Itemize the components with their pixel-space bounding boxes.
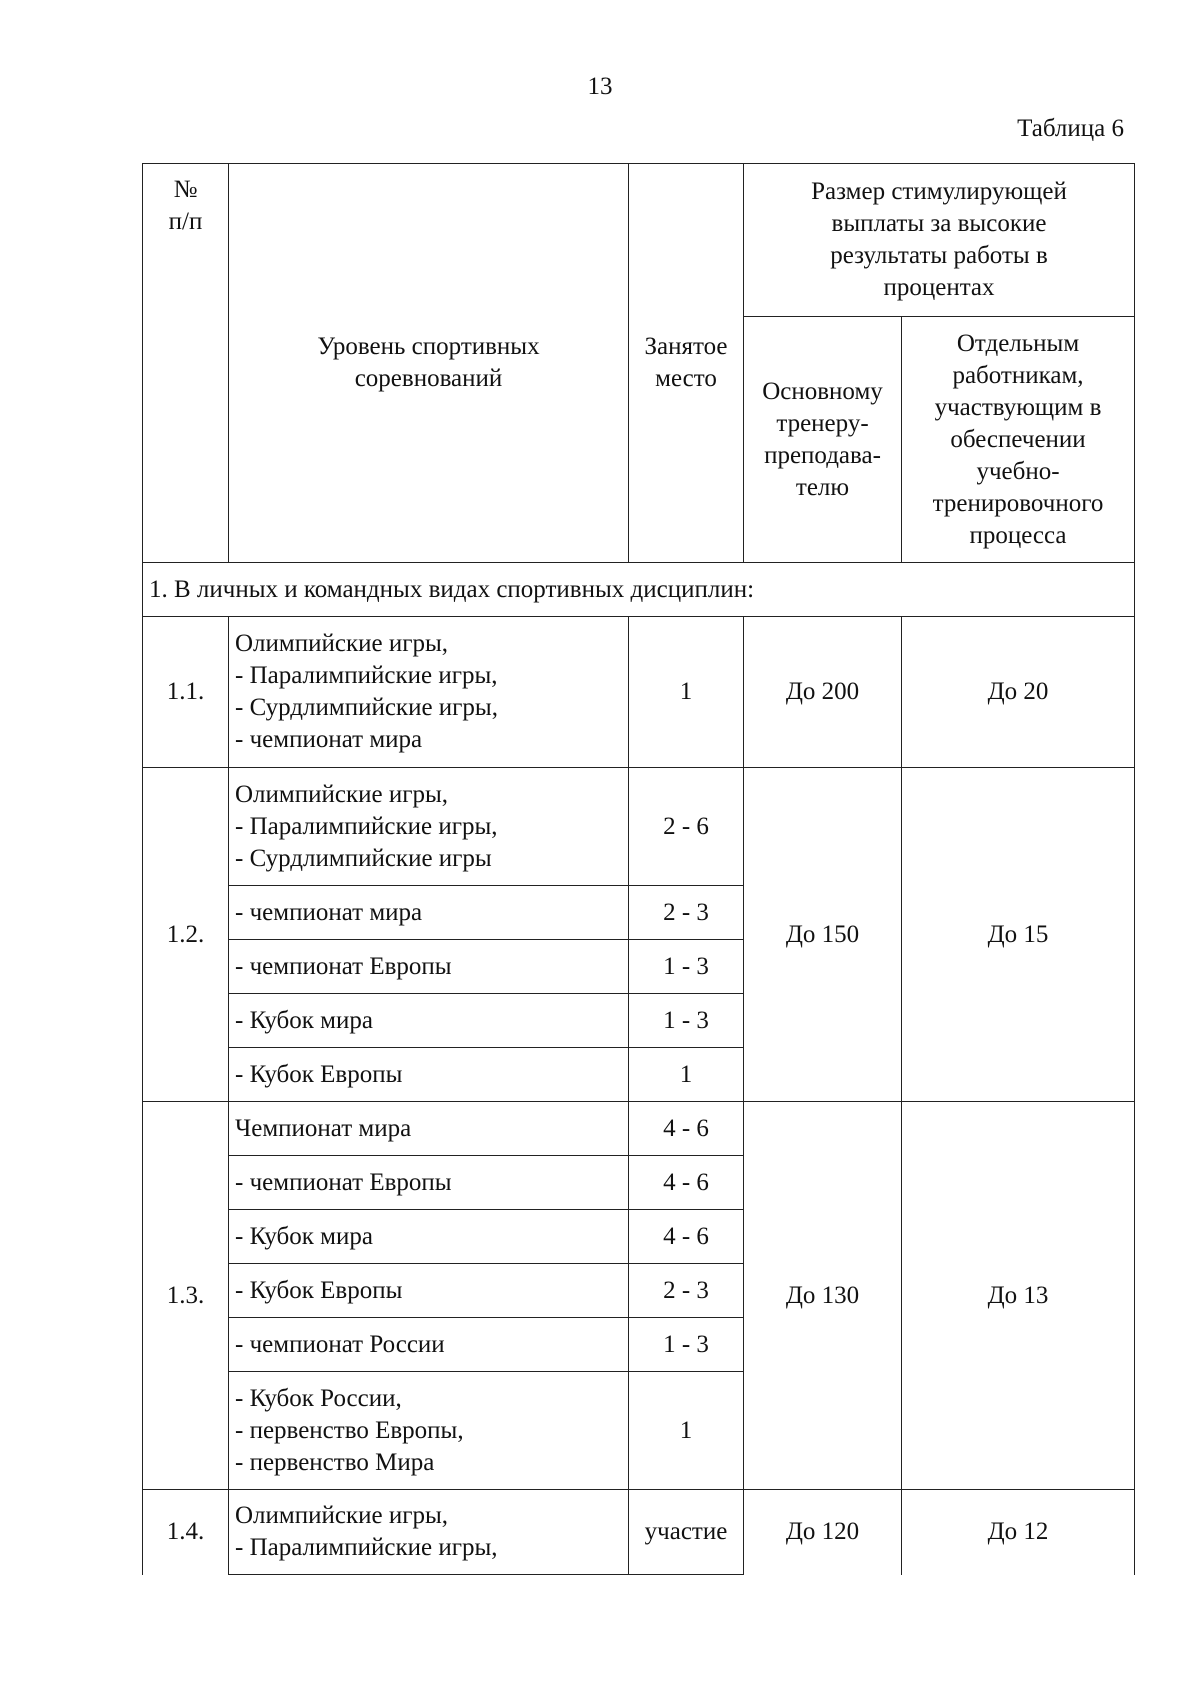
place-cell: 1 - 3: [629, 1318, 744, 1372]
place-cell: 2 - 6: [629, 768, 744, 886]
place-cell: 2 - 3: [629, 886, 744, 940]
place-cell: участие: [629, 1490, 744, 1575]
row-number: 1.3.: [143, 1102, 229, 1490]
competition-level: - чемпионат России: [229, 1318, 629, 1372]
place-cell: 4 - 6: [629, 1210, 744, 1264]
competition-level: Олимпийские игры, - Паралимпийские игры,: [229, 1490, 629, 1575]
row-number: 1.1.: [143, 617, 229, 768]
place-cell: 1 - 3: [629, 940, 744, 994]
competition-level: Олимпийские игры, - Паралимпийские игры, - Сурдлимпийские игры, - чемпионат мира: [229, 617, 629, 768]
table-caption: Таблица 6: [1017, 115, 1124, 142]
main-coach-percent: До 200: [744, 617, 902, 768]
table-row: [143, 617, 1135, 768]
competition-level: - Кубок Европы: [229, 1264, 629, 1318]
other-workers-percent: До 12: [902, 1490, 1135, 1575]
competition-level: - Кубок мира: [229, 994, 629, 1048]
main-coach-percent: До 150: [744, 768, 902, 1102]
competition-level: - чемпионат мира: [229, 886, 629, 940]
main-coach-percent: До 120: [744, 1490, 902, 1575]
row-number: 1.2.: [143, 768, 229, 1102]
header-main-coach: Основному тренеру- преподава- телю: [744, 317, 902, 563]
table-row: [143, 1490, 1135, 1575]
other-workers-percent: До 20: [902, 617, 1135, 768]
table-row: [143, 768, 1135, 886]
competition-level: - Кубок России, - первенство Европы, - первенство Мира: [229, 1372, 629, 1490]
other-workers-percent: До 15: [902, 768, 1135, 1102]
row-number: 1.4.: [143, 1490, 229, 1575]
header-other-workers: Отдельным работникам, участвующим в обеспечении учебно- тренировочного процесса: [902, 317, 1135, 563]
place-cell: 1 - 3: [629, 994, 744, 1048]
competition-level: Олимпийские игры, - Паралимпийские игры, - Сурдлимпийские игры: [229, 768, 629, 886]
table-row: [143, 1102, 1135, 1156]
place-cell: 1: [629, 1372, 744, 1490]
place-cell: 4 - 6: [629, 1156, 744, 1210]
header-level: Уровень спортивных соревнований: [229, 164, 629, 563]
main-coach-percent: До 130: [744, 1102, 902, 1490]
competition-level: Чемпионат мира: [229, 1102, 629, 1156]
section-row: [143, 563, 1135, 617]
incentive-payment-table: [142, 163, 1135, 1575]
place-cell: 1: [629, 617, 744, 768]
place-cell: 1: [629, 1048, 744, 1102]
place-cell: 2 - 3: [629, 1264, 744, 1318]
header-row-1: [143, 164, 1135, 317]
competition-level: - Кубок Европы: [229, 1048, 629, 1102]
section-title: 1. В личных и командных видах спортивных дисциплин:: [143, 563, 1135, 617]
header-num: № п/п: [143, 164, 229, 563]
place-cell: 4 - 6: [629, 1102, 744, 1156]
competition-level: - чемпионат Европы: [229, 1156, 629, 1210]
page-number: 13: [587, 73, 613, 100]
competition-level: - Кубок мира: [229, 1210, 629, 1264]
header-place: Занятое место: [629, 164, 744, 563]
header-payment-group: Размер стимулирующей выплаты за высокие результаты работы в процентах: [744, 164, 1135, 317]
competition-level: - чемпионат Европы: [229, 940, 629, 994]
other-workers-percent: До 13: [902, 1102, 1135, 1490]
